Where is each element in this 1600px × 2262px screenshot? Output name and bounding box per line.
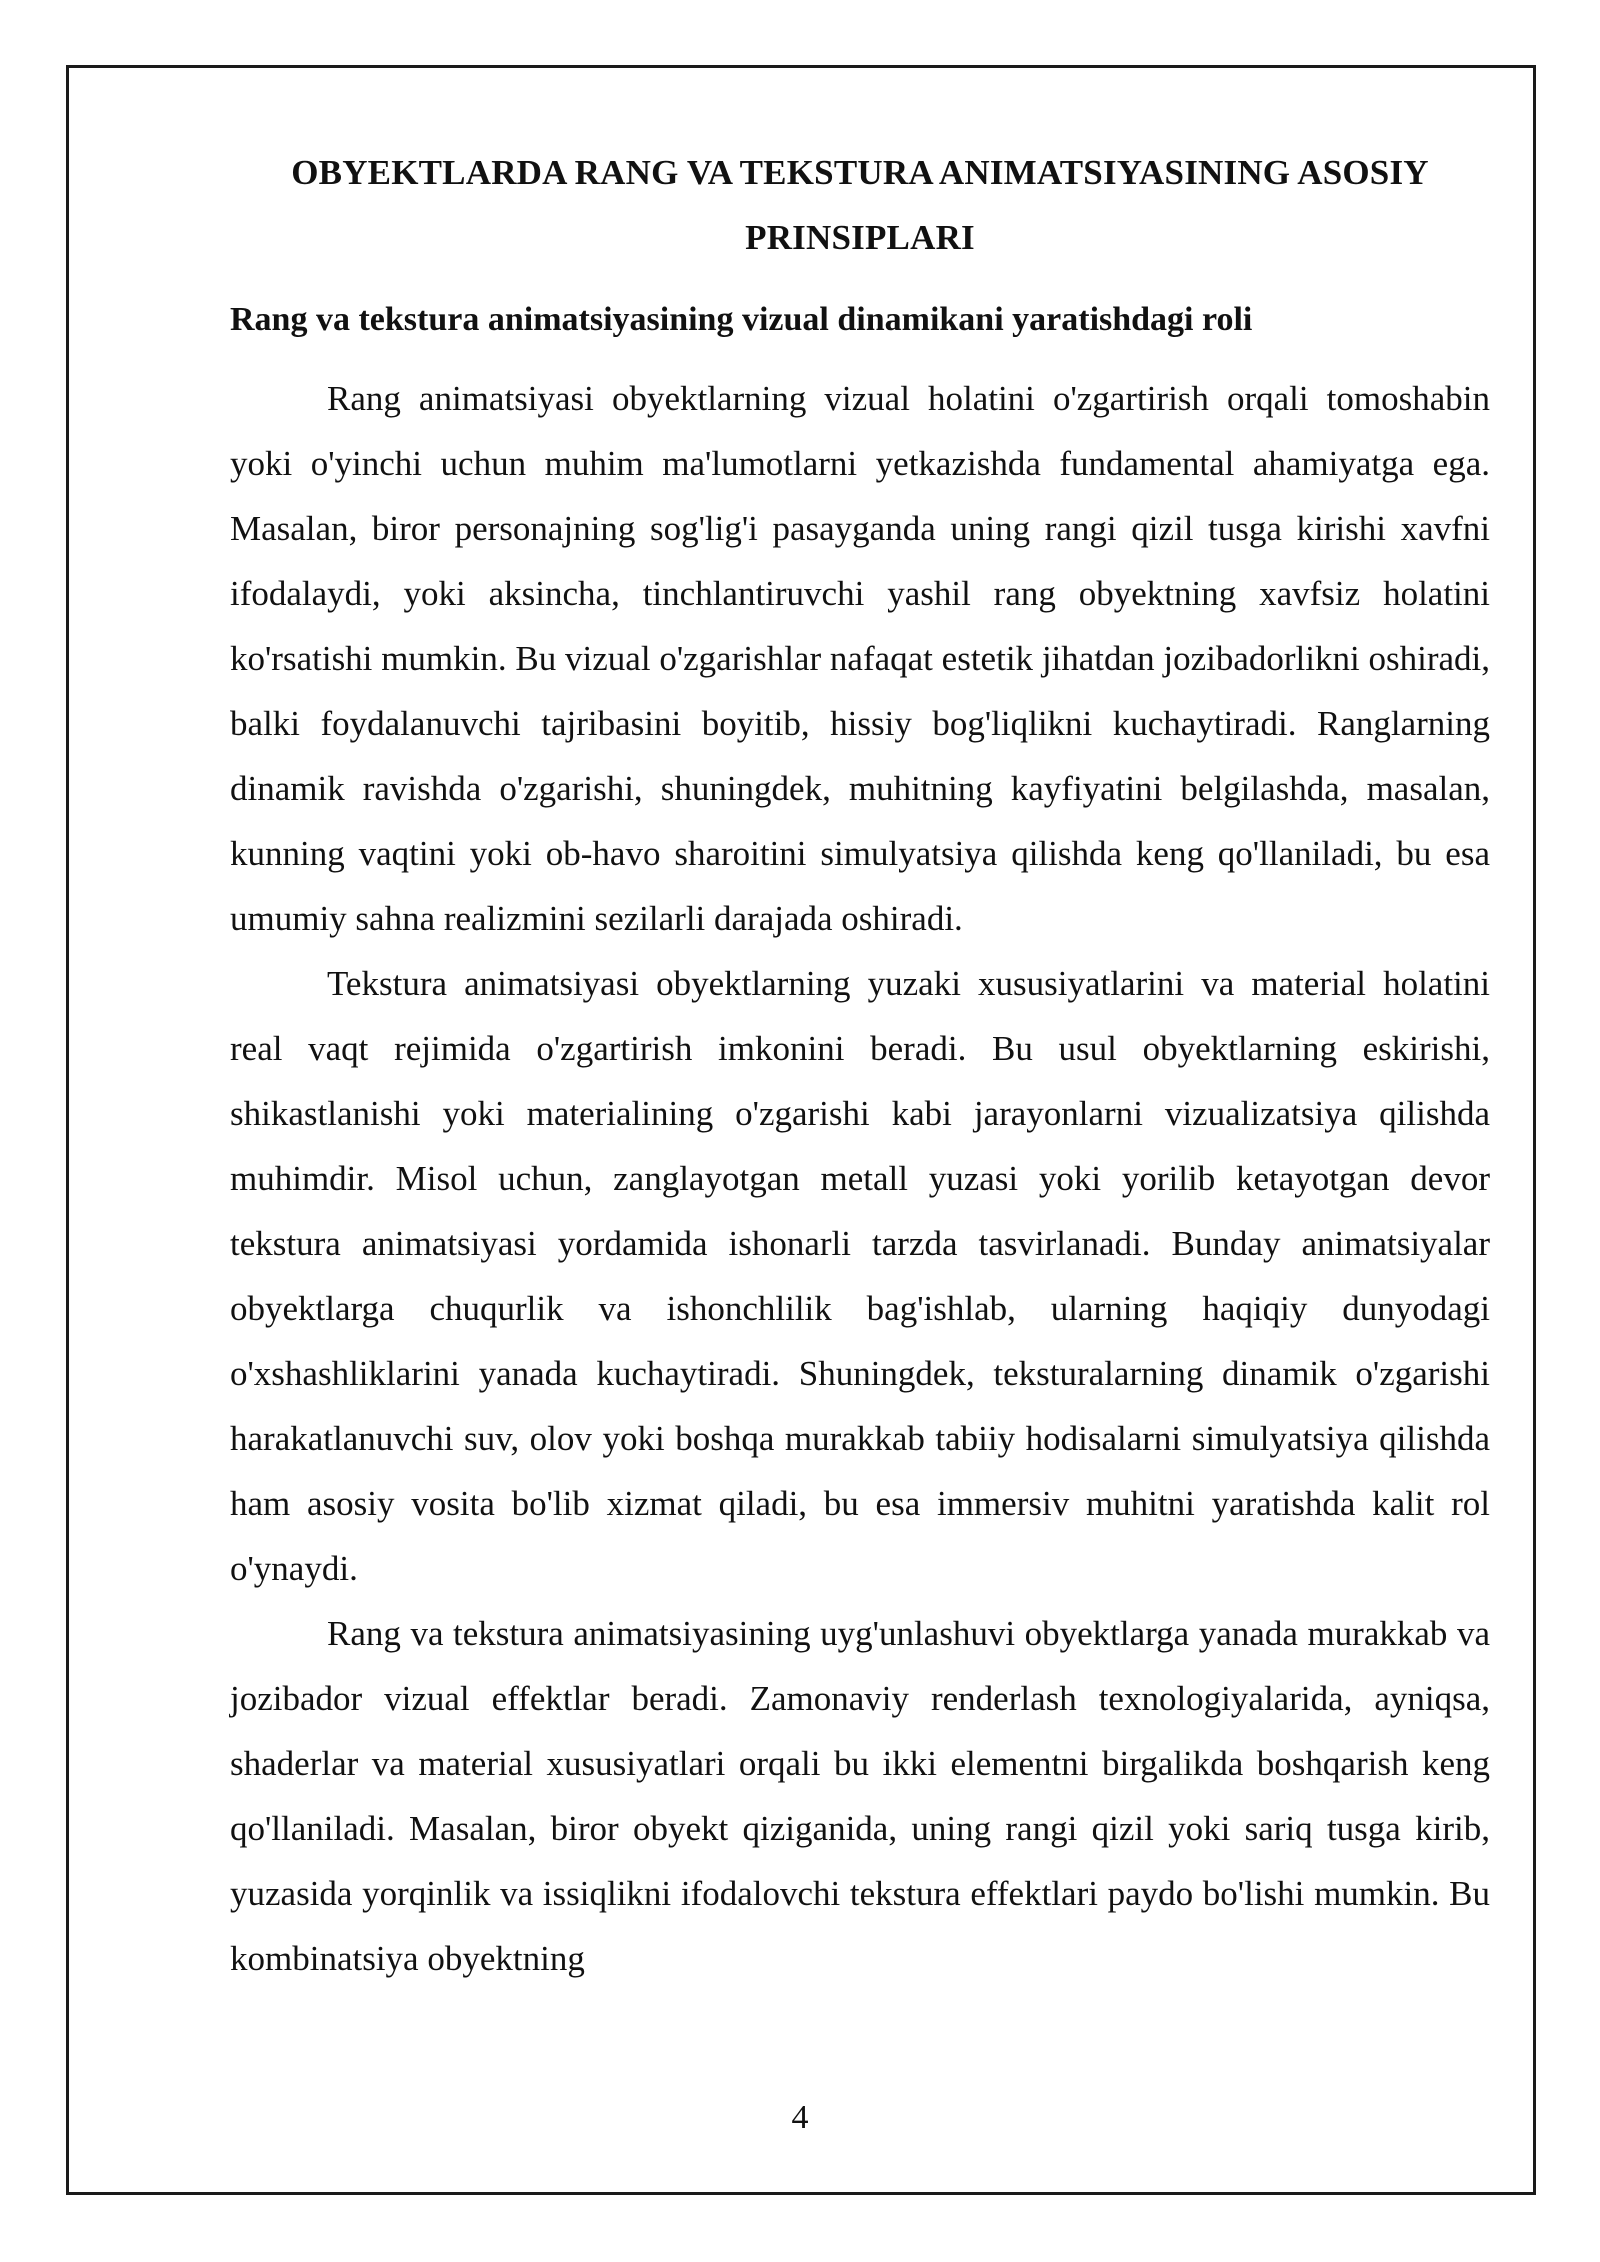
page-content [230, 140, 1490, 1991]
section-subtitle: Rang va tekstura animatsiyasining vizual dinamikani yaratishdagi roli [230, 301, 1253, 338]
paragraph-1: Rang animatsiyasi obyektlarning vizual holatini o'zgartirish orqali tomoshabin yoki o'yinchi uchun muhim ma'lumotlarni yetkazishda fundamental ahamiyatga ega. Masalan, biror personajning sog'lig'i pasayganda uning rangi qizil tusga kirishi xavfni ifodalaydi, yoki aksincha, tinchlantiruvchi yashil rang obyektning xavfsiz holatini ko'rsatishi mumkin. Bu vizual o'zgarishlar nafaqat estetik jihatdan jozibadorlikni oshiradi, balki foydalanuvchi tajribasini boyitib, hissiy bog'liqlikni kuchaytiradi. Ranglarning dinamik ravishda o'zgarishi, shuningdek, muhitning kayfiyatini belgilashda, masalan, kunning vaqtini yoki ob-havo sharoitini simulyatsiya qilishda keng qo'llaniladi, bu esa umumiy sahna realizmini sezilarli darajada oshiradi. [230, 379, 1490, 938]
paragraph-2: Tekstura animatsiyasi obyektlarning yuzaki xususiyatlarini va material holatini real vaqt rejimida o'zgartirish imkonini beradi. Bu usul obyektlarning eskirishi, shikastlanishi yoki materialining o'zgarishi kabi jarayonlarni vizualizatsiya qilishda muhimdir. Misol uchun, zanglayotgan metall yuzasi yoki yorilib ketayotgan devor tekstura animatsiyasi yordamida ishonarli tarzda tasvirlanadi. Bunday animatsiyalar obyektlarga chuqurlik va ishonchlilik bag'ishlab, ularning haqiqiy dunyodagi o'xshashliklarini yanada kuchaytiradi. Shuningdek, teksturalarning dinamik o'zgarishi harakatlanuvchi suv, olov yoki boshqa murakkab tabiiy hodisalarni simulyatsiya qilishda ham asosiy vosita bo'lib xizmat qiladi, bu esa immersiv muhitni yaratishda kalit rol o'ynaydi. [230, 964, 1490, 1588]
page-number: 4 [791, 2099, 809, 2136]
document-title: OBYEKTLARDA RANG VA TEKSTURA ANIMATSIYASINING ASOSIY PRINSIPLARI [291, 153, 1429, 257]
paragraph-3: Rang va tekstura animatsiyasining uyg'unlashuvi obyektlarga yanada murakkab va jozibador vizual effektlar beradi. Zamonaviy renderlash texnologiyalarida, ayniqsa, shaderlar va material xususiyatlari orqali bu ikki elementni birgalikda boshqarish keng qo'llaniladi. Masalan, biror obyekt qiziganida, uning rangi qizil yoki sariq tusga kirib, yuzasida yorqinlik va issiqlikni ifodalovchi tekstura effektlari paydo bo'lishi mumkin. Bu kombinatsiya obyektning [230, 1614, 1490, 1978]
